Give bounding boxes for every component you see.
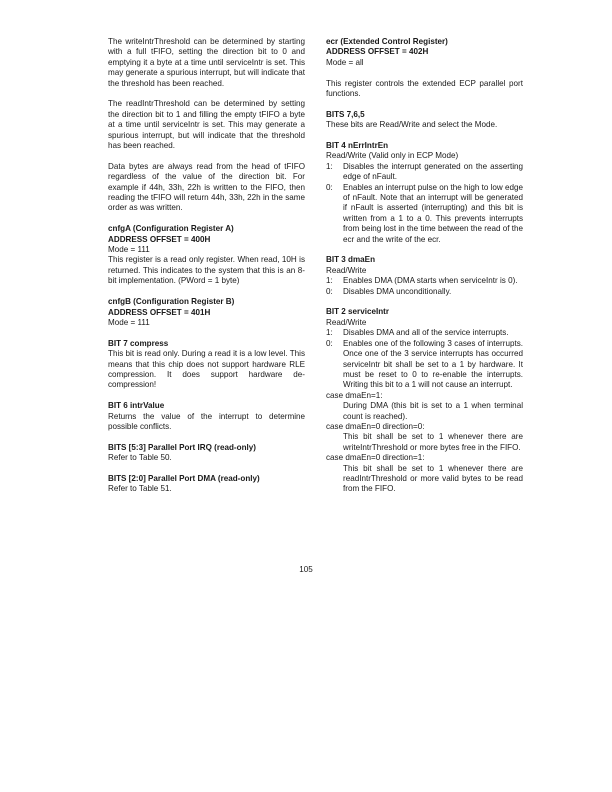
bit2-heading: BIT 2 serviceIntr [326,307,389,317]
item-number: 0: [326,182,333,192]
list-item [326,162,523,183]
item-number: 0: [326,286,333,296]
bits53-heading: BITS [5:3] Parallel Port IRQ (read-only) [108,442,256,452]
item-text: Disables the interrupt generated on the asserting edge of nFault. [343,161,523,182]
paragraph-read-threshold: The readIntrThreshold can be determined by setting the direction bit to 1 and filling the empty tFIFO a byte at a time until serviceIntr is set. This may generate a spurious interrupt, but will indicate that the threshold has been reached. [108,99,305,151]
item-number: 1: [326,328,333,338]
ecr-heading: ecr (Extended Control Register) [326,37,448,46]
case-label: case dmaEn=0 direction=0: [326,421,425,431]
case-label: case dmaEn=0 direction=1: [326,453,425,463]
item-text: Disables DMA unconditionally. [343,286,452,296]
cnfga-description: This register is a read only register. When read, 10H is returned. This indicates to the system that this is an 8-bit implementation. (PWord = 1 byte) [108,255,305,286]
bits765-description: These bits are Read/Write and select the Mode. [326,120,498,130]
cnfgb-offset: ADDRESS OFFSET = 401H [108,307,211,317]
bit6-description: Returns the value of the interrupt to determine possible conflicts. [108,411,305,431]
bit3-heading: BIT 3 dmaEn [326,255,376,265]
bits765-heading: BITS 7,6,5 [326,109,365,119]
list-item [326,328,523,338]
case-text: This bit shall be set to 1 whenever there are writeIntrThreshold or more bytes free in the FIFO. [343,432,523,452]
page-number: 105 [299,565,313,574]
paragraph-write-threshold: The writeIntrThreshold can be determined by starting with a full tFIFO, setting the direction bit to 0 and emptying it a byte at a time until serviceIntr is set. This may generate a spurious interrupt, but will indicate that the threshold has been reached. [108,37,305,88]
bit3-access: Read/Write [326,265,367,275]
paragraph-data-bytes: Data bytes are always read from the head of tFIFO regardless of the value of the direction bit. For example if 44h, 33h, 22h is written to the FIFO, then reading the tFIFO will return 44h, 33h, 22h in the same order as was written. [108,161,305,213]
bits53-description: Refer to Table 50. [108,453,172,463]
bit2-access: Read/Write [326,317,367,327]
bit7-heading: BIT 7 compress [108,338,169,348]
cnfga-offset: ADDRESS OFFSET = 400H [108,234,211,244]
cnfga-mode: Mode = 111 [108,245,150,255]
ecr-mode: Mode = all [326,57,364,67]
cnfgb-mode: Mode = 111 [108,317,150,327]
item-number: 1: [326,161,333,171]
list-item [326,183,523,245]
case-label: case dmaEn=1: [326,390,383,400]
bit7-description: This bit is read only. During a read it is a low level. This means that this chip does not support hardware RLE compression. It does support hardware de-compression! [108,349,305,390]
bit4-access: Read/Write (Valid only in ECP Mode) [326,151,459,161]
list-item [326,339,523,391]
ecr-offset: ADDRESS OFFSET = 402H [326,47,429,57]
case-text: During DMA (this bit is set to a 1 when terminal count is reached). [343,401,523,421]
item-number: 0: [326,338,333,348]
list-item [326,276,523,286]
item-text: Enables one of the following 3 cases of interrupts. Once one of the 3 service interrupts has occurred serviceIntr bit shall be set to a 1 by hardware. It must be reset to 0 to re-enable the interrupts. Writing this bit to a 1 will not cause an interrupt. [343,338,523,390]
bit4-heading: BIT 4 nErrIntrEn [326,141,389,151]
item-text: Enables DMA (DMA starts when serviceIntr is 0). [343,276,518,286]
left-column [108,37,305,495]
list-item [326,287,523,297]
cnfga-heading: cnfgA (Configuration Register A) [108,224,234,234]
right-column [326,37,523,495]
ecr-description: This register controls the extended ECP parallel port functions. [326,78,523,99]
item-text: Enables an interrupt pulse on the high to low edge of nFault. Note that an interrupt will be generated if nFault is asserted (interrupting) and this bit is written from a 1 to a 0. This prevents interrupts from being lost in the time between the read of the ecr and the write of the ecr. [343,182,523,244]
case-text: This bit shall be set to 1 whenever there are readIntrThreshold or more valid bytes to be read from the FIFO. [343,463,523,494]
cnfgb-heading: cnfgB (Configuration Register B) [108,297,235,307]
bit6-heading: BIT 6 intrValue [108,401,165,411]
item-text: Disables DMA and all of the service interrupts. [343,328,509,338]
bits20-heading: BITS [2:0] Parallel Port DMA (read-only) [108,473,260,483]
item-number: 1: [326,276,333,286]
bits20-description: Refer to Table 51. [108,484,172,494]
